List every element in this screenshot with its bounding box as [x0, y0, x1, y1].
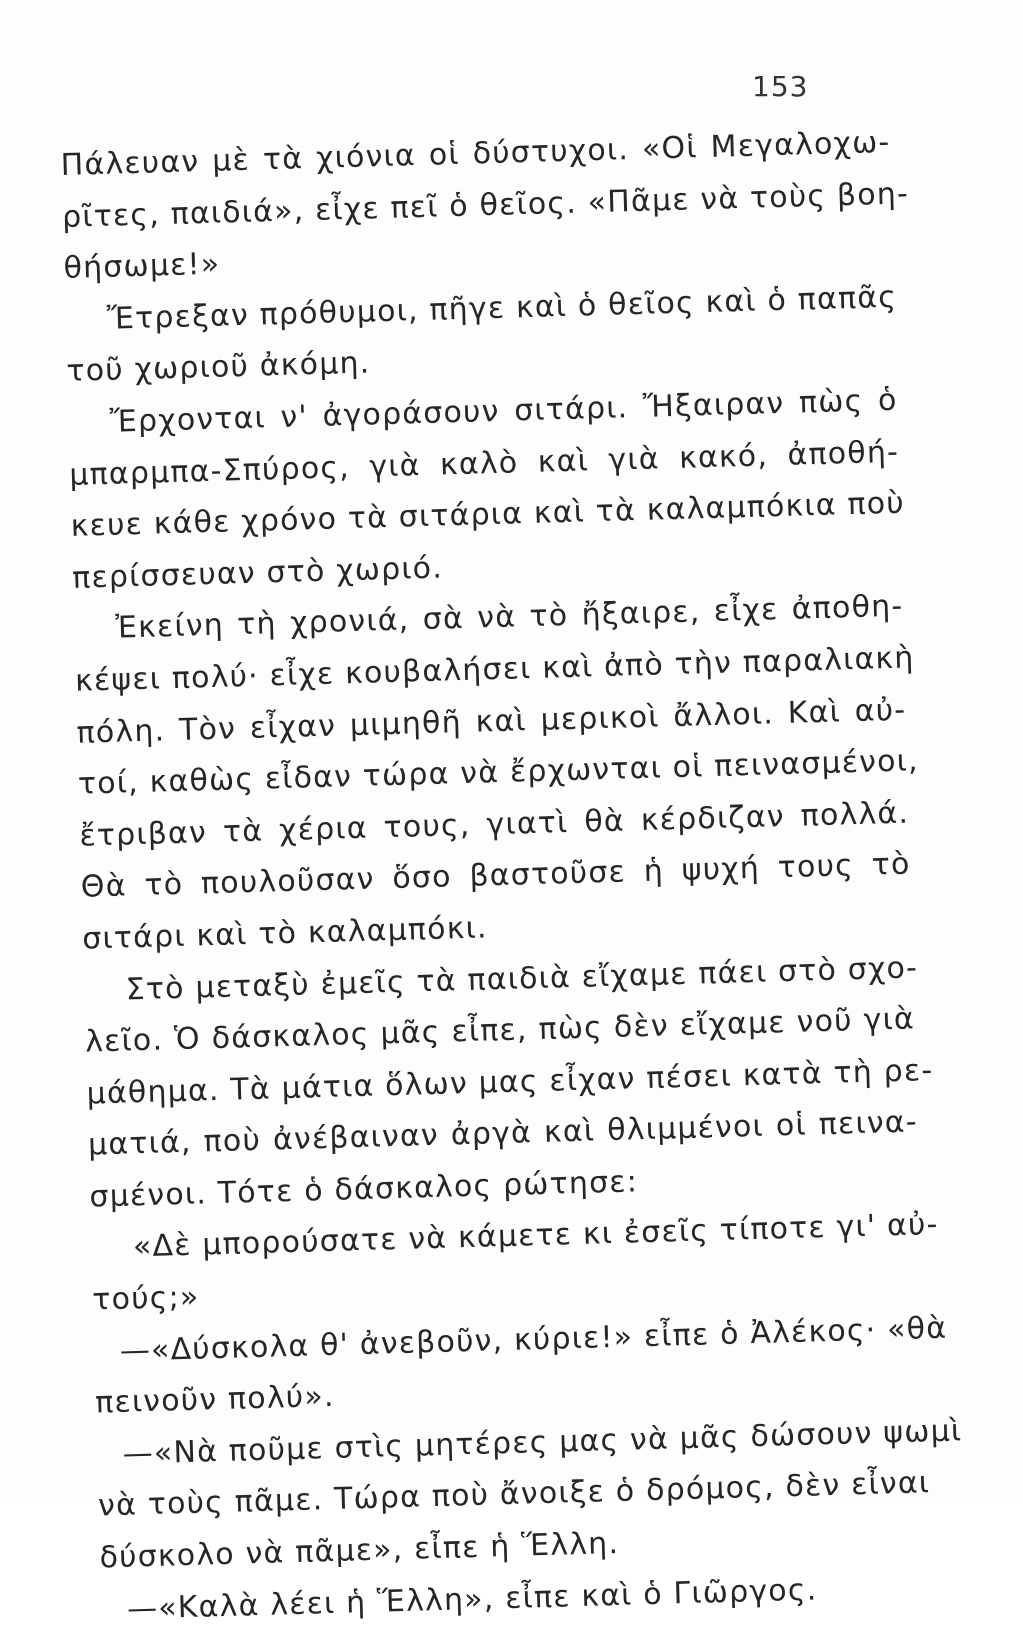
text-line: Θὰ τὸ πουλοῦσαν ὅσο βαστοῦσε ἡ ψυχή τους τὸ [80, 846, 912, 906]
text-line: περίσσευαν στὸ χωριό. [71, 550, 444, 596]
text-line: τοί, καθὼς εἶδαν τώρα νὰ ἔρχωνται οἱ πεινασμένοι, [77, 743, 920, 802]
text-line: ματιά, ποὺ ἀνέβαιναν ἀργὰ καὶ θλιμμένοι οἱ πεινα- [87, 1104, 919, 1163]
text-line: λεῖο. Ὁ δάσκαλος μᾶς εἶπε, πὼς δὲν εἴχαμε νοῦ γιὰ [84, 1001, 916, 1060]
text-line: Ἔρχονται ν' ἀγοράσουν σιτάρι. Ἤξαιραν πὼς ὁ [109, 382, 899, 440]
text-line: πόλη. Τὸν εἶχαν μιμηθῆ καὶ μερικοὶ ἄλλοι. Καὶ αὐ- [76, 692, 907, 751]
text-line: —«Καλὰ λέει ἡ Ἕλλη», εἶπε καὶ ὁ Γιῶργος. [126, 1572, 818, 1627]
text-line: —«Δύσκολα θ' ἀνεβοῦν, κύριε!» εἶπε ὁ Ἀλέκος· «θὰ [119, 1310, 948, 1369]
page-number: 153 [752, 70, 809, 103]
text-line: τοῦ χωριοῦ ἀκόμη. [65, 345, 371, 390]
body-text [60, 117, 963, 1636]
text-line: Πάλευαν μὲ τὰ χιόνια οἱ δύστυχοι. «Οἱ Μεγαλοχω- [60, 124, 891, 183]
text-line: νὰ τοὺς πᾶμε. Τώρα ποὺ ἄνοιξε ὁ δρόμος, δὲν εἶναι [97, 1465, 931, 1524]
text-line: μάθημα. Τὰ μάτια ὅλων μας εἶχαν πέσει κατὰ τὴ ρε- [86, 1052, 934, 1112]
text-line: «Δὲ μπορούσατε νὰ κάμετε κι ἐσεῖς τίποτε γι' αὐ- [132, 1207, 940, 1265]
text-line: μπαρμπα-Σπύρος, γιὰ καλὸ καὶ γιὰ κακό, ἀποθή- [68, 434, 900, 493]
text-line: κέψει πολύ· εἶχε κουβαλήσει καὶ ἀπὸ τὴν παραλιακὴ [74, 640, 915, 699]
text-line: σιτάρι καὶ τὸ καλαμπόκι. [81, 910, 489, 957]
text-line: πεινοῦν πολύ». [94, 1379, 336, 1421]
text-line: Ἔτρεξαν πρόθυμοι, πῆγε καὶ ὁ θεῖος καὶ ὁ παπᾶς [106, 279, 898, 337]
text-line: Στὸ μεταξὺ ἐμεῖς τὰ παιδιὰ εἴχαμε πάει στὸ σχο- [125, 949, 919, 1007]
text-line: θήσωμε!» [63, 246, 221, 287]
text-line: ρῖτες, παιδιά», εἶχε πεῖ ὁ θεῖος. «Πᾶμε νὰ τοὺς βοη- [61, 175, 910, 235]
text-line: Ἐκείνη τὴ χρονιά, σὰ νὰ τὸ ἤξαιρε, εἶχε ἀποθη- [115, 588, 904, 646]
text-line: δύσκολο νὰ πᾶμε», εἶπε ἡ Ἕλλη. [99, 1525, 620, 1576]
text-line: σμένοι. Τότε ὁ δάσκαλος ρώτησε: [89, 1164, 639, 1215]
text-line: ἔτριβαν τὰ χέρια τους, γιατὶ θὰ κέρδιζαν πολλά. [78, 795, 910, 854]
text-line: κευε κάθε χρόνο τὰ σιτάρια καὶ τὰ καλαμπόκια ποὺ [70, 485, 906, 544]
text-line: —«Νὰ ποῦμε στὶς μητέρες μας νὰ μᾶς δώσουν ψωμὶ [122, 1413, 963, 1472]
text-line: τούς;» [91, 1279, 200, 1318]
